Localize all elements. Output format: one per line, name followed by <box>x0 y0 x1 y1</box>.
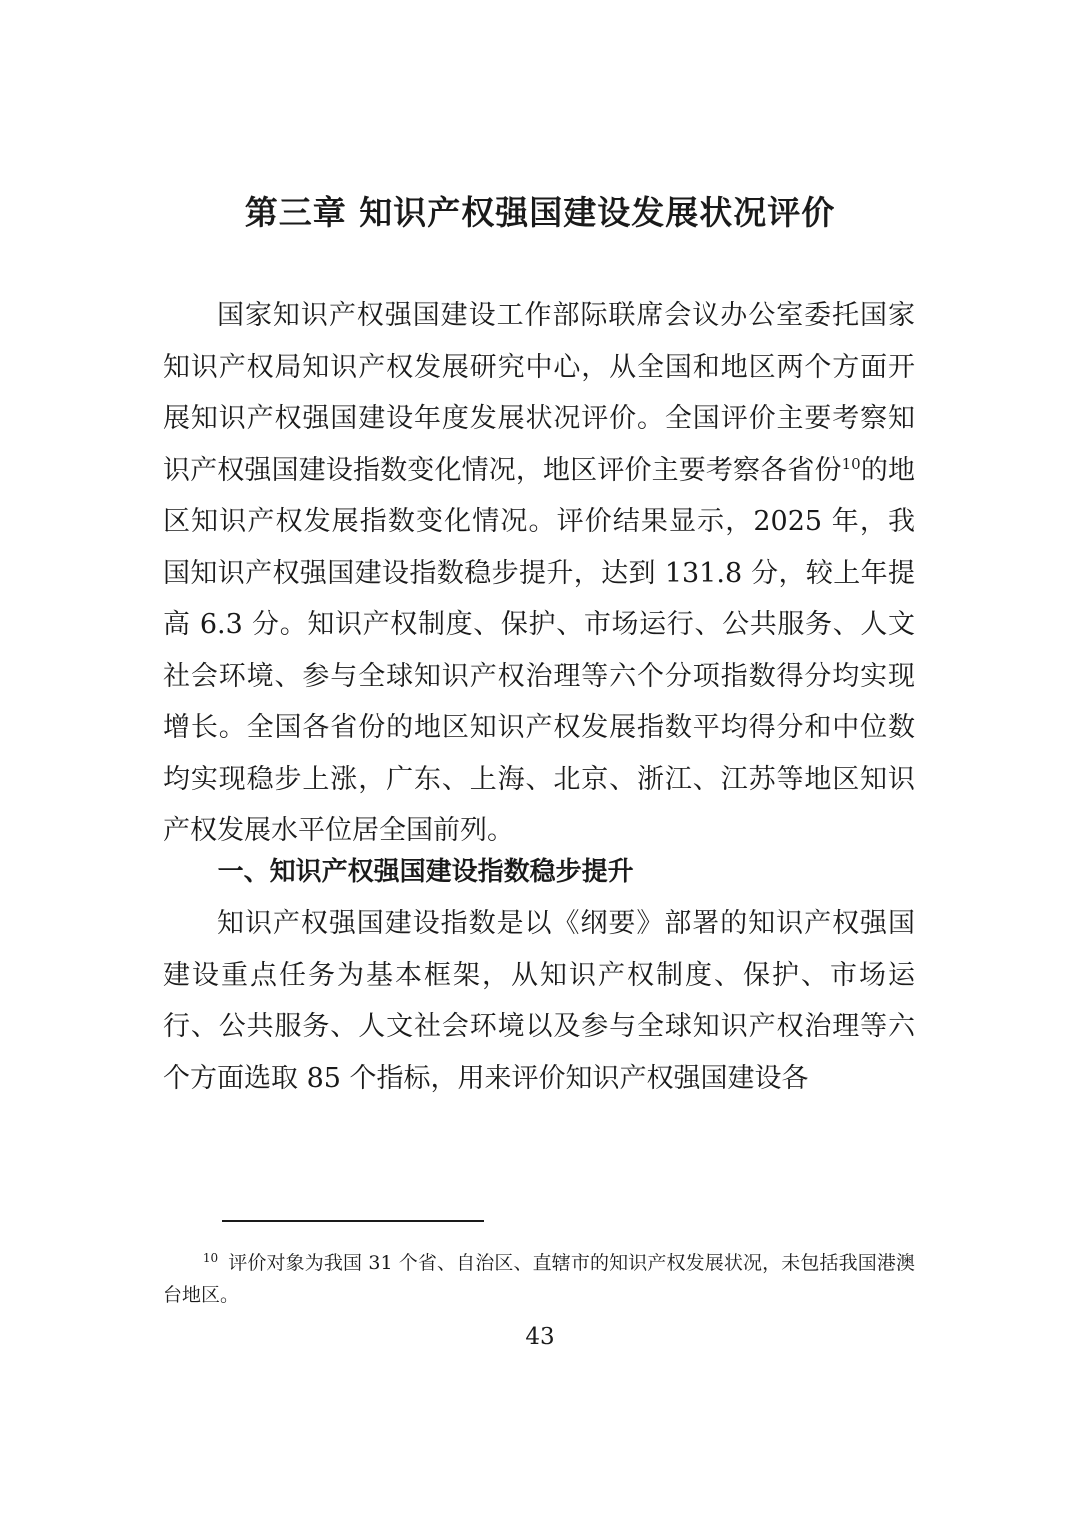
paragraph-2: 知识产权强国建设指数是以《纲要》部署的知识产权强国建设重点任务为基本框架，从知识产权制度、保护、市场运行、公共服务、人文社会环境以及参与全球知识产权治理等六个方面选取 85 个指标，用来评价知识产权强国建设各 <box>163 908 915 1094</box>
page-number: 43 <box>525 1324 555 1350</box>
footnote-mark: 10 <box>202 1250 219 1265</box>
section-heading: 一、知识产权强国建设指数稳步提升 <box>217 857 634 887</box>
footnote-divider <box>222 1220 484 1222</box>
paragraph-1-text-after-ref: 的地区知识产权发展指数变化情况。评价结果显示，2025 年，我国知识产权强国建设指数稳步提升，达到 131.8 分，较上年提高 6.3 分。知识产权制度、保护、市场运行、公共服务、人文社会环境、参与全球知识产权治理等六个分项指数得分均实现增长。全国各省份的地区知识产权发展指数平均得分和中位数均实现稳步上涨，广东、上海、北京、浙江、江苏等地区知识产权发展水平位居全国前列。 <box>163 454 916 846</box>
footnote-text: 评价对象为我国 31 个省、自治区、直辖市的知识产权发展状况，未包括我国港澳台地区。 <box>163 1252 915 1306</box>
footnote <box>163 1247 915 1311</box>
chapter-title: 第三章 知识产权强国建设发展状况评价 <box>244 193 836 232</box>
paragraph-1 <box>163 290 915 857</box>
footnote-reference[interactable]: 10 <box>841 454 861 473</box>
paragraph-1-text-before-ref: 国家知识产权强国建设工作部际联席会议办公室委托国家知识产权局知识产权发展研究中心，从全国和地区两个方面开展知识产权强国建设年度发展状况评价。全国评价主要考察知识产权强国建设指数变化情况，地区评价主要考察各省份 <box>163 300 915 486</box>
